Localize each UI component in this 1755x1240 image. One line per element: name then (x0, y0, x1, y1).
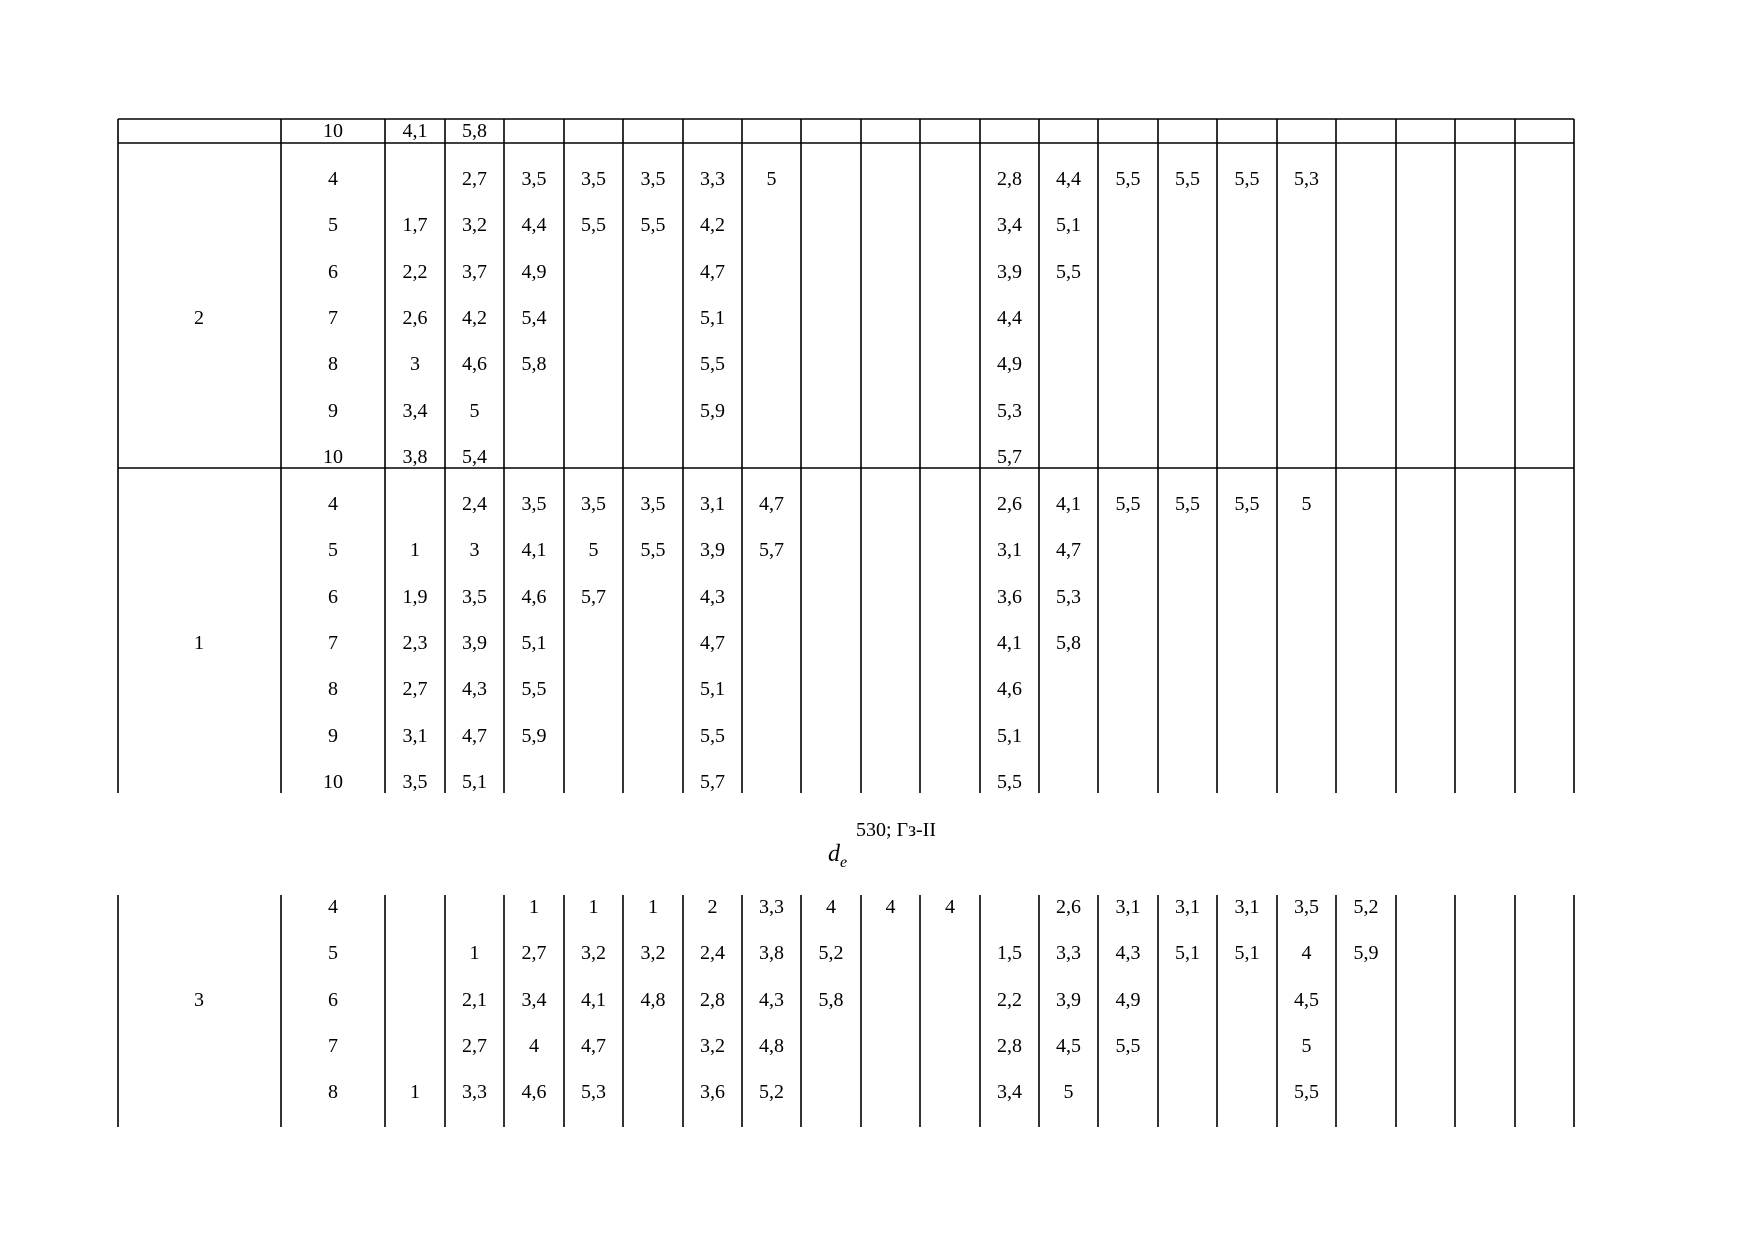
value-cell: 5,2 (759, 1081, 784, 1104)
value-cell: 5,8 (521, 353, 547, 376)
value-cell: 5 (1301, 493, 1312, 515)
value-cell: 4 (945, 896, 955, 918)
value-cell: 1,9 (402, 585, 428, 608)
group-cell: 1 (194, 631, 204, 654)
value-cell: 5,8 (462, 120, 487, 142)
value-cell: 5,5 (1115, 1034, 1141, 1057)
value-cell: 5,1 (700, 678, 725, 701)
value-cell: 5,7 (997, 445, 1022, 468)
value-cell: 2,6 (997, 493, 1022, 515)
value-cell: 5 (1301, 1034, 1312, 1057)
value-cell: 4,7 (700, 631, 725, 654)
row-number-cell: 7 (328, 306, 338, 329)
value-cell: 4,3 (759, 988, 784, 1011)
value-cell: 5,7 (581, 585, 606, 608)
value-cell: 4,1 (997, 631, 1022, 654)
value-cell: 4,6 (462, 353, 487, 376)
value-cell: 5,9 (521, 724, 547, 747)
value-cell: 4,6 (521, 585, 547, 608)
value-cell: 2,2 (997, 988, 1022, 1011)
value-cell: 3,7 (462, 260, 487, 283)
row-number-cell: 4 (328, 896, 338, 918)
value-cell: 4 (885, 896, 896, 918)
value-cell: 1 (648, 896, 658, 918)
value-cell: 1 (469, 942, 480, 965)
group-cell: 3 (194, 988, 204, 1011)
value-cell: 5,5 (640, 539, 666, 562)
value-cell: 5,1 (1056, 214, 1081, 237)
value-cell: 4,3 (462, 678, 487, 701)
value-cell: 2,4 (462, 493, 487, 515)
value-cell: 4,6 (997, 678, 1022, 701)
value-cell: 5,5 (1294, 1081, 1319, 1104)
value-cell: 5 (766, 168, 777, 190)
row-number-cell: 5 (328, 214, 338, 237)
row-number-cell: 6 (328, 585, 338, 608)
value-cell: 2,7 (462, 1034, 487, 1057)
value-cell: 5,1 (1234, 942, 1260, 965)
value-cell: 5,3 (581, 1081, 606, 1104)
value-cell: 4,1 (521, 539, 547, 562)
value-cell: 5,5 (997, 770, 1022, 793)
caption-code: 530; Гз-II (856, 819, 936, 841)
value-cell: 4,3 (700, 585, 725, 608)
value-cell: 4 (529, 1034, 539, 1057)
row-number-cell: 8 (328, 678, 338, 701)
value-cell: 3 (410, 353, 420, 376)
value-cell: 5,1 (521, 631, 547, 654)
row-number-cell: 6 (328, 988, 338, 1011)
value-cell: 1,5 (997, 942, 1022, 965)
value-cell: 5,3 (1294, 168, 1319, 190)
value-cell: 4,1 (402, 120, 428, 142)
value-cell: 3,4 (997, 1081, 1022, 1104)
value-cell: 4,9 (1115, 988, 1141, 1011)
value-cell: 4,8 (640, 988, 666, 1011)
value-cell: 2,4 (700, 942, 725, 965)
value-cell: 3,3 (462, 1081, 487, 1104)
caption-symbol: $d_e$ (828, 841, 848, 871)
value-cell: 3 (469, 539, 480, 562)
value-cell: 4,4 (997, 306, 1022, 329)
value-cell: 3,5 (581, 493, 606, 515)
value-cell: 5 (1063, 1081, 1074, 1104)
row-number-cell: 10 (323, 445, 343, 468)
value-cell: 4,6 (521, 1081, 547, 1104)
value-cell: 3,5 (1294, 896, 1319, 918)
value-cell: 5,1 (997, 724, 1022, 747)
value-cell: 4,5 (1294, 988, 1319, 1011)
value-cell: 2,7 (462, 168, 487, 190)
value-cell: 4,2 (700, 214, 725, 237)
value-cell: 3,1 (1175, 896, 1200, 918)
value-cell: 2,8 (997, 1034, 1022, 1057)
row-number-cell: 7 (328, 631, 338, 654)
value-cell: 2,6 (1056, 896, 1081, 918)
value-cell: 4,7 (1056, 539, 1081, 562)
value-cell: 5,5 (1115, 493, 1141, 515)
value-cell: 3,9 (700, 539, 725, 562)
row-number-cell: 4 (328, 493, 338, 515)
value-cell: 5,1 (462, 770, 487, 793)
value-cell: 3,1 (1234, 896, 1260, 918)
value-cell: 1 (410, 539, 420, 562)
value-cell: 2,8 (700, 988, 725, 1011)
value-cell: 3,5 (640, 493, 666, 515)
value-cell: 1 (588, 896, 599, 918)
value-cell: 5,3 (997, 399, 1022, 422)
value-cell: 4,7 (700, 260, 725, 283)
value-cell: 2,3 (402, 631, 428, 654)
value-cell: 3,6 (997, 585, 1022, 608)
value-cell: 5 (469, 399, 480, 422)
value-cell: 5 (588, 539, 599, 562)
value-cell: 1 (529, 896, 539, 918)
value-cell: 4,2 (462, 306, 487, 329)
value-cell: 5,5 (1234, 168, 1260, 190)
value-cell: 2,1 (462, 988, 487, 1011)
value-cell: 5,5 (700, 724, 725, 747)
value-cell: 4,4 (1056, 168, 1081, 190)
value-cell: 3,9 (997, 260, 1022, 283)
value-cell: 3,5 (521, 493, 547, 515)
value-cell: 2 (707, 896, 718, 918)
value-cell: 5,9 (700, 399, 725, 422)
value-cell: 5,5 (521, 678, 547, 701)
value-cell: 4,9 (997, 353, 1022, 376)
value-cell: 5,3 (1056, 585, 1081, 608)
value-cell: 3,4 (521, 988, 547, 1011)
value-cell: 3,4 (997, 214, 1022, 237)
value-cell: 3,9 (462, 631, 487, 654)
value-cell: 3,2 (640, 942, 666, 965)
value-cell: 4,1 (581, 988, 606, 1011)
row-number-cell: 9 (328, 399, 338, 422)
row-number-cell: 9 (328, 724, 338, 747)
value-cell: 3,5 (640, 168, 666, 190)
value-cell: 3,1 (997, 539, 1022, 562)
value-cell: 3,2 (581, 942, 606, 965)
value-cell: 1,7 (402, 214, 428, 237)
value-cell: 3,6 (700, 1081, 725, 1104)
value-cell: 4,1 (1056, 493, 1081, 515)
row-number-cell: 10 (323, 770, 343, 793)
row-number-cell: 10 (323, 120, 343, 142)
value-cell: 4,8 (759, 1034, 784, 1057)
value-cell: 5,8 (818, 988, 844, 1011)
row-number-cell: 5 (328, 539, 338, 562)
row-number-cell: 5 (328, 942, 338, 965)
value-cell: 5,5 (1056, 260, 1081, 283)
value-cell: 5,7 (700, 770, 725, 793)
value-cell: 3,2 (462, 214, 487, 237)
value-cell: 5,4 (521, 306, 547, 329)
value-cell: 3,8 (402, 445, 428, 468)
row-number-cell: 7 (328, 1034, 338, 1057)
table-caption (828, 815, 1028, 875)
value-cell: 3,5 (462, 585, 487, 608)
value-cell: 3,5 (402, 770, 428, 793)
value-cell: 3,9 (1056, 988, 1081, 1011)
value-cell: 3,4 (402, 399, 428, 422)
value-cell: 3,2 (700, 1034, 725, 1057)
value-cell: 3,1 (1115, 896, 1141, 918)
value-cell: 4,7 (581, 1034, 606, 1057)
value-cell: 5,5 (1175, 168, 1200, 190)
value-cell: 5,2 (1353, 896, 1379, 918)
value-cell: 2,7 (402, 678, 428, 701)
row-number-cell: 8 (328, 1081, 338, 1104)
value-cell: 3,5 (581, 168, 606, 190)
value-cell: 5,5 (1234, 493, 1260, 515)
value-cell: 2,6 (402, 306, 428, 329)
value-cell: 4 (1301, 942, 1312, 965)
value-cell: 3,3 (759, 896, 784, 918)
value-cell: 3,1 (700, 493, 725, 515)
value-cell: 3,3 (700, 168, 725, 190)
row-number-cell: 4 (328, 168, 338, 190)
value-cell: 5,5 (640, 214, 666, 237)
value-cell: 5,7 (759, 539, 784, 562)
value-cell: 4,9 (521, 260, 547, 283)
value-cell: 3,1 (402, 724, 428, 747)
value-cell: 3,3 (1056, 942, 1081, 965)
row-number-cell: 8 (328, 353, 338, 376)
value-cell: 4,5 (1056, 1034, 1081, 1057)
value-cell: 4 (826, 896, 836, 918)
value-cell: 5,1 (1175, 942, 1200, 965)
value-cell: 3,8 (759, 942, 784, 965)
value-cell: 5,5 (1115, 168, 1141, 190)
value-cell: 5,5 (1175, 493, 1200, 515)
value-cell: 5,4 (462, 445, 487, 468)
value-cell: 1 (410, 1081, 420, 1104)
value-cell: 2,2 (402, 260, 428, 283)
value-cell: 5,8 (1056, 631, 1081, 654)
value-cell: 5,2 (818, 942, 844, 965)
value-cell: 5,9 (1353, 942, 1379, 965)
value-cell: 5,5 (581, 214, 606, 237)
value-cell: 4,3 (1115, 942, 1141, 965)
value-cell: 2,8 (997, 168, 1022, 190)
value-cell: 2,7 (521, 942, 547, 965)
value-cell: 3,5 (521, 168, 547, 190)
value-cell: 5,1 (700, 306, 725, 329)
value-cell: 4,7 (462, 724, 487, 747)
value-cell: 4,4 (521, 214, 547, 237)
value-cell: 5,5 (700, 353, 725, 376)
group-cell: 2 (194, 306, 204, 329)
row-number-cell: 6 (328, 260, 338, 283)
value-cell: 4,7 (759, 493, 784, 515)
